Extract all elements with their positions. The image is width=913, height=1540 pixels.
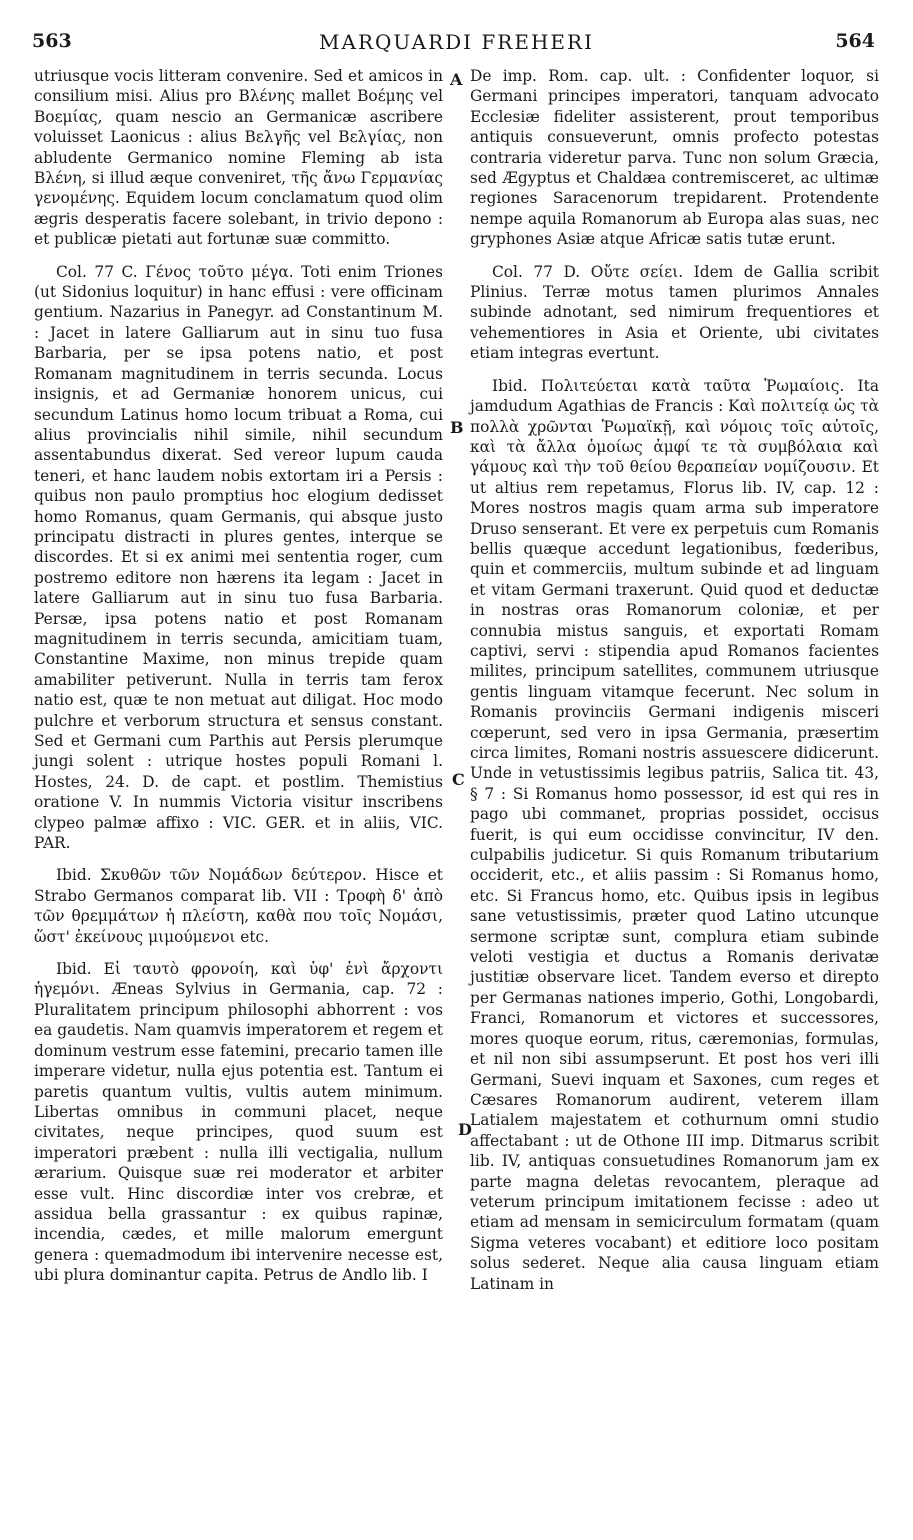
paragraph: Ibid. Εἰ ταυτὸ φρονοίη, καὶ ὑφ' ἑνὶ ἄρχοντι ἡγεμόνι. Æneas Sylvius in Germania, cap. 72 : Pluralitatem principum philosophi abhorrent : vos ea gaudetis. Nam quamvis imperatorem et regem et dominum vestrum esse fatemini, precario tamen ille imperare videtur, nulla ejus potentia est. Tantum ei paretis quantum vultis, vultis autem minimum. Libertas omnibus in communi placet, neque civitates, neque principes, quod suum est imperatori præbent : nulla illi vectigalia, nullum ærarium. Quisque suæ rei moderator et arbiter esse vult. Hinc discordiæ inter vos crebræ, et assidua bella grassantur : ex quibus rapinæ, incendia, cædes, et mille malorum emergunt genera : quemadmodum ibi intervenire necesse est, ubi plura dominantur capita. Petrus de Andlo lib. I [34, 960, 443, 1285]
paragraph: Ibid. Πολιτεύεται κατὰ ταῦτα Ῥωμαίοις. Ita jamdudum Agathias de Francis : Καὶ πολιτείᾳ ὡς τὰ πολλὰ χρῶνται Ῥωμαϊκῇ, καὶ νόμοις τοῖς αὐτοῖς, καὶ τὰ ἄλλα ὁμοίως ἀμφί τε τὰ συμβόλαια καὶ γάμους καὶ τὴν τοῦ θείου θεραπείαν νομίζουσιν. Et ut altius rem repetamus, Florus lib. IV, cap. 12 : Mores nostros magis quam arma sub imperatore Druso senserant. Et vere ex perpetuis cum Romanis bellis quæque accedunt legationibus, fœderibus, quin et commerciis, multum subinde et ad linguam et vitam Germani traxerunt. Quid quod et deductæ in nostras oras Romanorum coloniæ, et per connubia mistus sanguis, et exportati Romam captivi, servi : stipendia apud Romanos facientes milites, principum satellites, communem utriusque gentis linguam vitamque fecerunt. Nec solum in Romanis provinciis Germani indigenis misceri cœperunt, sed vero in ipsa Germania, præsertim circa limites, Romani nostris assuescere didicerunt. Unde in vetustissimis legibus patriis, Salica tit. 43, § 7 : Si Romanus homo possessor, id est qui res in pago ubi commanet, proprias possidet, occisus fuerit, is qui eum occidisse convincitur, IV den. culpabilis judicetur. Si quis Romanum tributarium occiderit, etc., et aliis passim : Si Romanus homo, etc. Si Francus homo, etc. Quibus ipsis in legibus sane vetustissimis, præter quod Latino utcunque sermone scriptæ sunt, complura etiam subinde veloti vestigia et ductus a Romanis derivatæ justitiæ observare licet. Tandem everso et direpto per Germanas nationes imperio, Gothi, Longobardi, Franci, Romanorum et victores et successores, mores quoque eorum, ritus, cæremonias, formulas, et nil non sibi assumpserunt. Et post hos veri illi Germani, Suevi inquam et Saxones, cum reges et Cæsares Romanorum audirent, veterem illam Latialem majestatem et cothurnum omni studio affectabant : ut de Othone III imp. Ditmarus scribit lib. IV, antiquas consuetudines Romanorum jam ex parte magna deletas revocantem, pleraque ad veterum principum imitationem fecisse : adeo ut etiam ad mensam in semicirculum formatam (quam Sigma veteres vocabant) et editiore loco positam solus sederet. Neque alia causa linguam etiam Latinam in [470, 376, 879, 1293]
margin-marker-c: C [452, 770, 465, 789]
left-column [34, 66, 443, 1286]
margin-marker-a: A [450, 70, 463, 89]
margin-marker-d: D [458, 1120, 472, 1139]
page-header [30, 30, 883, 60]
page-number-left: 563 [32, 30, 72, 52]
running-title: MARQUARDI FREHERI [319, 30, 594, 54]
paragraph: Col. 77 C. Γένος τοῦτο μέγα. Toti enim Triones (ut Sidonius loquitur) in hanc effusi : vere officinam gentium. Nazarius in Panegyr. ad Constantinum M. : Jacet in latere Galliarum aut in sinu tuo fusa Barbaria, per se ipsa potens natio, et post Romanam magnitudinem in terris secunda. Locus insignis, et ad Germaniæ honorem unicus, cui secundum Latinus homo locum tribuat a Roma, cui alius provincialis nihil simile, nihil secundum assentabundus dixerat. Sed vereor lupum cauda teneri, et hanc laudem nobis extortam iri a Persis : quibus non paulo promptius hoc elogium dedisset homo Romanus, quam Germanis, qui absque justo principatu distracti in plures gentes, interque se discordes. Et si ex animi mei sententia roger, cum postremo editore non hærens ita legam : Jacet in latere Galliarum aut in sinu tuo fusa Barbaria. Persæ, ipsa potens natio et post Romanam magnitudinem in terris secunda, amicitiam tuam, Constantine Maxime, non minus trepide quam amabiliter petiverunt. Nulla in terris tam ferox natio est, quæ te non metuat aut diligat. Hoc modo pulchre et verborum structura et sensus constant. Sed et Germani cum Parthis aut Persis plerumque jungi solent : utrique hostes populi Romani l. Hostes, 24. D. de capt. et postlim. Themistius oratione V. In nummis Victoria visitur inscribens clypeo palmæ affixo : VIC. GER. et in aliis, VIC. PAR. [34, 262, 443, 853]
margin-marker-b: B [450, 418, 464, 437]
page-number-right: 564 [835, 30, 875, 52]
right-column [470, 66, 879, 1294]
paragraph: utriusque vocis litteram convenire. Sed et amicos in consilium misi. Alius pro Βλένης mallet Βοέμης vel Βοεμίας, quam nescio an Germanicæ ascribere voluisset Laonicus : alius Βελγῆς vel Βελγίας, non abludente Germanico nomine Fleming ab ista Βλένη, si illud æque conveniret, τῆς ἄνω Γερμανίας γενομένης. Equidem locum conclamatum quod olim ægris desperatis facere solebant, in trivio depono : et publicæ pietati aut fortunæ suæ committo. [34, 67, 443, 249]
paragraph: De imp. Rom. cap. ult. : Confidenter loquor, si Germani principes imperatori, tanquam advocato Ecclesiæ fideliter assisterent, prout temporibus antiquis consueverunt, omnis profecto potestas contraria videretur parva. Tunc non solum Græcia, sed Ægyptus et Chaldæa contremisceret, ac ultimæ regiones Saracenorum trepidarent. Protendente nempe aquila Romanorum ab Europa alas suas, nec gryphones Asiæ atque Africæ satis tutæ erunt. [470, 67, 879, 249]
paragraph: Col. 77 D. Οὔτε σείει. Idem de Gallia scribit Plinius. Terræ motus tamen plurimos Annales subinde adnotant, sed nimirum frequentiores et vehementiores in Asia et Oriente, ubi civitates etiam integras evertunt. [470, 262, 879, 363]
paragraph: Ibid. Σκυθῶν τῶν Νομάδων δεύτερον. Hisce et Strabo Germanos comparat lib. VII : Τροφὴ δ' ἀπὸ τῶν θρεμμάτων ἡ πλείστη, καθὰ που τοῖς Νομάσι, ὥστ' ἐκείνους μιμούμενοι etc. [34, 866, 443, 946]
